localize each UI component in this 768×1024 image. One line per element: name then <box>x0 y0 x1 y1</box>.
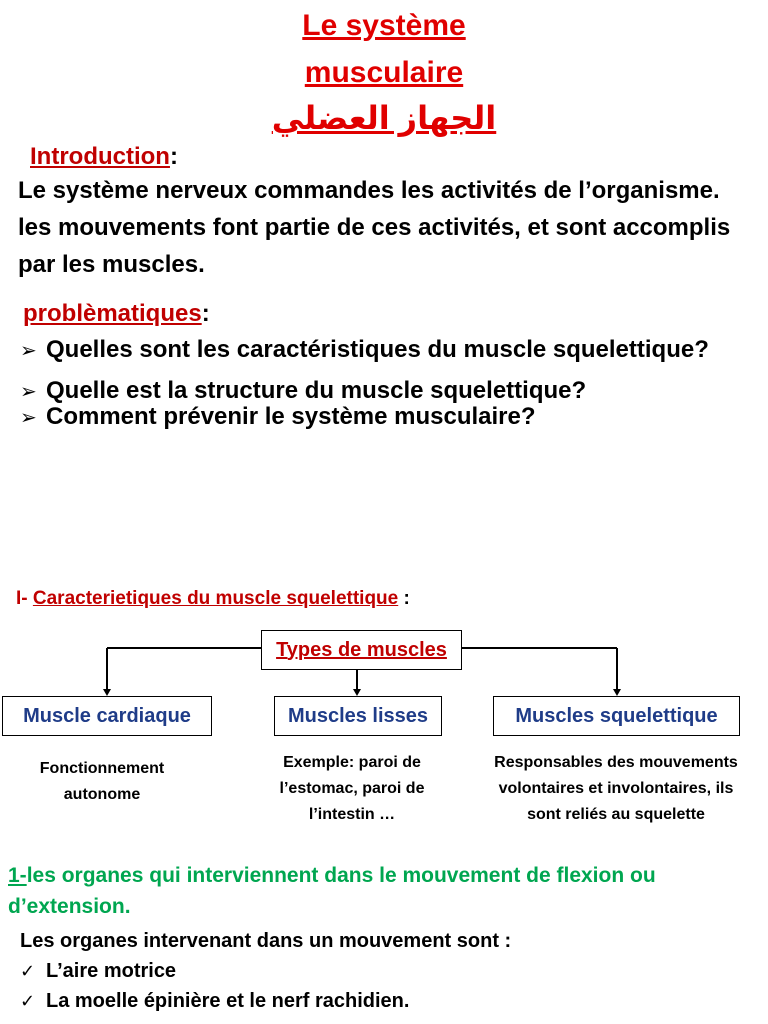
section-prefix: I- <box>16 588 33 609</box>
muscle-cardiaque-description: Fonctionnement autonome <box>39 760 165 803</box>
arrowhead-bullet-icon: ➢ <box>20 381 37 403</box>
question-text: Quelle est la structure du muscle squelettique? <box>46 377 587 404</box>
subsection-heading <box>8 860 748 922</box>
introduction-text: Le système nerveux commandes les activités de l’organisme. les mouvements font partie de ces activités, et sont accomplis par les muscles. <box>18 177 731 278</box>
arrowhead-bullet-icon: ➢ <box>20 340 37 362</box>
types-de-muscles-box: Types de muscles <box>261 630 462 670</box>
subsection-text: les organes qui interviennent dans le mouvement de flexion ou d’extension. <box>8 864 656 918</box>
muscles-lisses-box: Muscles lisses <box>274 696 442 736</box>
organs-heading: Les organes intervenant dans un mouvement sont : <box>20 930 512 952</box>
organ-list-text: La moelle épinière et le nerf rachidien. <box>46 990 410 1012</box>
question-text: Comment prévenir le système musculaire? <box>46 403 536 430</box>
subsection-number: 1- <box>8 864 27 887</box>
organ-list-item <box>20 960 176 983</box>
checkmark-icon: ✓ <box>20 961 36 981</box>
arrowhead-icon <box>103 689 111 696</box>
page-title-line1: Le système <box>302 9 466 42</box>
question-text: Quelles sont les caractéristiques du muscle squelettique? <box>46 336 709 363</box>
muscles-lisses-description: Exemple: paroi de l’estomac, paroi de l’intestin … <box>279 754 425 823</box>
page-title-arabic: الجهاز العضلي <box>271 100 497 136</box>
page-title-line2: musculaire <box>304 56 464 89</box>
introduction-heading-text: Introduction <box>30 143 170 170</box>
problematiques-heading-text: problèmatiques <box>23 300 202 327</box>
muscles-squelettique-description: Responsables des mouvements volontaires et involontaires, ils sont reliés au squelette <box>494 754 738 823</box>
organ-list-text: L’aire motrice <box>46 960 177 982</box>
organ-list-item <box>20 990 409 1013</box>
arrowhead-icon <box>353 689 361 696</box>
introduction-colon: : <box>169 143 178 170</box>
checkmark-icon: ✓ <box>20 991 36 1011</box>
arrowhead-icon <box>613 689 621 696</box>
muscle-cardiaque-box: Muscle cardiaque <box>2 696 212 736</box>
muscles-squelettique-box: Muscles squelettique <box>493 696 740 736</box>
section-colon: : <box>398 588 410 609</box>
problematiques-colon: : <box>201 300 210 327</box>
arrowhead-bullet-icon: ➢ <box>20 407 37 429</box>
section-heading-text: Caracterietiques du muscle squelettique <box>32 588 399 609</box>
